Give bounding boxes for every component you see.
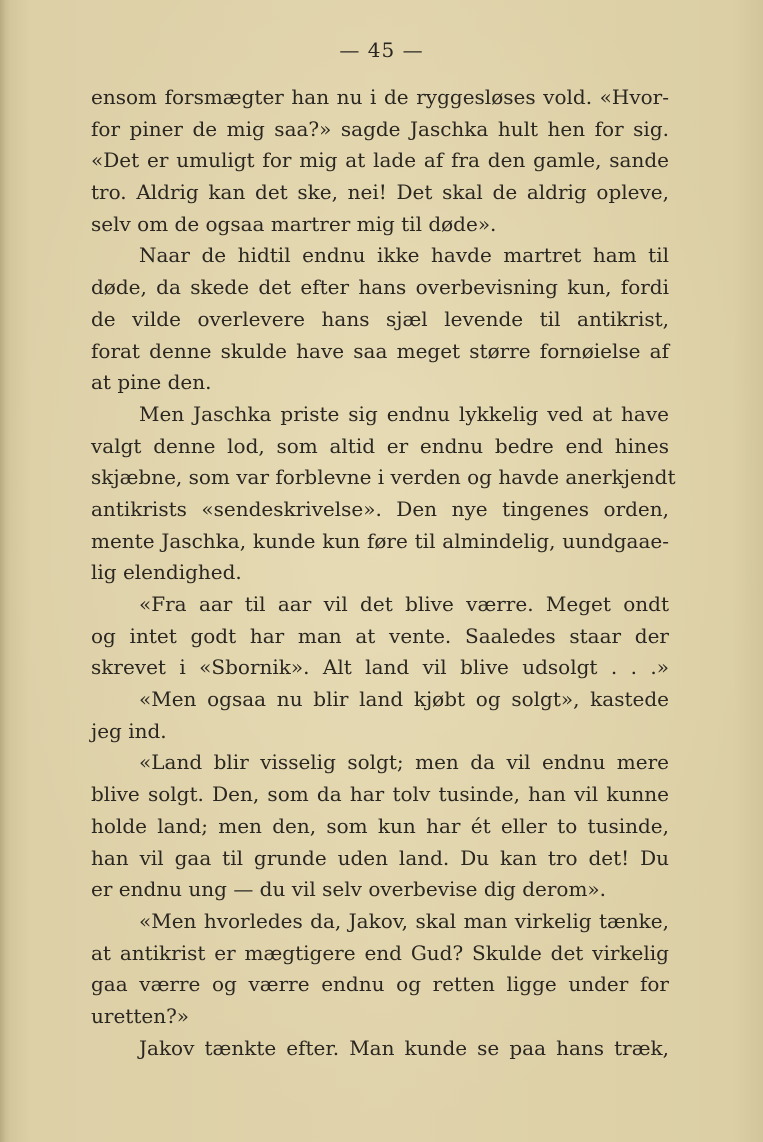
text-line: forat denne skulde have saa meget større fornøielse af (91, 338, 669, 363)
text-line: antikrists «sendeskrivelse». Den nye tingenes orden, (91, 496, 669, 521)
text-line: skjæbne, som var forblevne i verden og havde anerkjendt (91, 465, 676, 490)
text-line: gaa værre og værre endnu og retten ligge under for (91, 972, 669, 997)
text-line: valgt denne lod, som altid er endnu bedre end hines (91, 433, 669, 458)
text-line: «Fra aar til aar vil det blive værre. Meget ondt (139, 592, 669, 616)
text-line: tro. Aldrig kan det ske, nei! Det skal de aldrig opleve, (91, 180, 669, 205)
text-line: Men Jaschka priste sig endnu lykkelig ved at have (139, 401, 669, 426)
text-line: for piner de mig saa?» sagde Jaschka hult hen for sig. (91, 116, 669, 141)
text-line: blive solgt. Den, som da har tolv tusinde, han vil kunne (91, 782, 669, 807)
text-line: «Men hvorledes da, Jakov, skal man virkelig tænke, (139, 908, 669, 933)
text-line: ensom forsmægter han nu i de ryggesløses vold. «Hvor- (91, 85, 669, 109)
text-line: at antikrist er mægtigere end Gud? Skulde det virkelig (91, 940, 669, 965)
text-line: lig elendighed. (91, 560, 242, 585)
text-line: Naar de hidtil endnu ikke havde martret ham til (139, 243, 669, 268)
text-line: uretten?» (91, 1003, 190, 1028)
text-line: selv om de ogsaa martrer mig til døde». (91, 211, 497, 236)
text-line: at pine den. (91, 370, 212, 395)
text-line: er endnu ung — du vil selv overbevise dig derom». (91, 877, 606, 902)
text-line: jeg ind. (91, 718, 167, 743)
text-line: døde, da skede det efter hans overbevisning kun, fordi (91, 275, 669, 300)
text-line: skrevet i «Sbornik». Alt land vil blive udsolgt . . .» (91, 655, 669, 680)
text-line: og intet godt har man at vente. Saaledes staar der (91, 623, 669, 648)
text-line: mente Jaschka, kunde kun føre til almindelig, uundgaae- (91, 528, 669, 553)
text-line: han vil gaa til grunde uden land. Du kan tro det! Du (91, 845, 669, 870)
text-line: «Land blir visselig solgt; men da vil endnu mere (139, 750, 669, 775)
body-text (91, 82, 676, 1064)
text-line: «Det er umuligt for mig at lade af fra den gamle, sande (91, 148, 669, 173)
text-line: Jakov tænkte efter. Man kunde se paa hans træk, (139, 1035, 669, 1060)
text-line: holde land; men den, som kun har ét eller to tusinde, (91, 813, 669, 838)
text-line: de vilde overlevere hans sjæl levende til antikrist, (91, 306, 669, 331)
text-line: «Men ogsaa nu blir land kjøbt og solgt», kastede (139, 687, 669, 712)
page-number: — 45 — (339, 38, 424, 62)
page-gutter-shadow (0, 0, 10, 1142)
